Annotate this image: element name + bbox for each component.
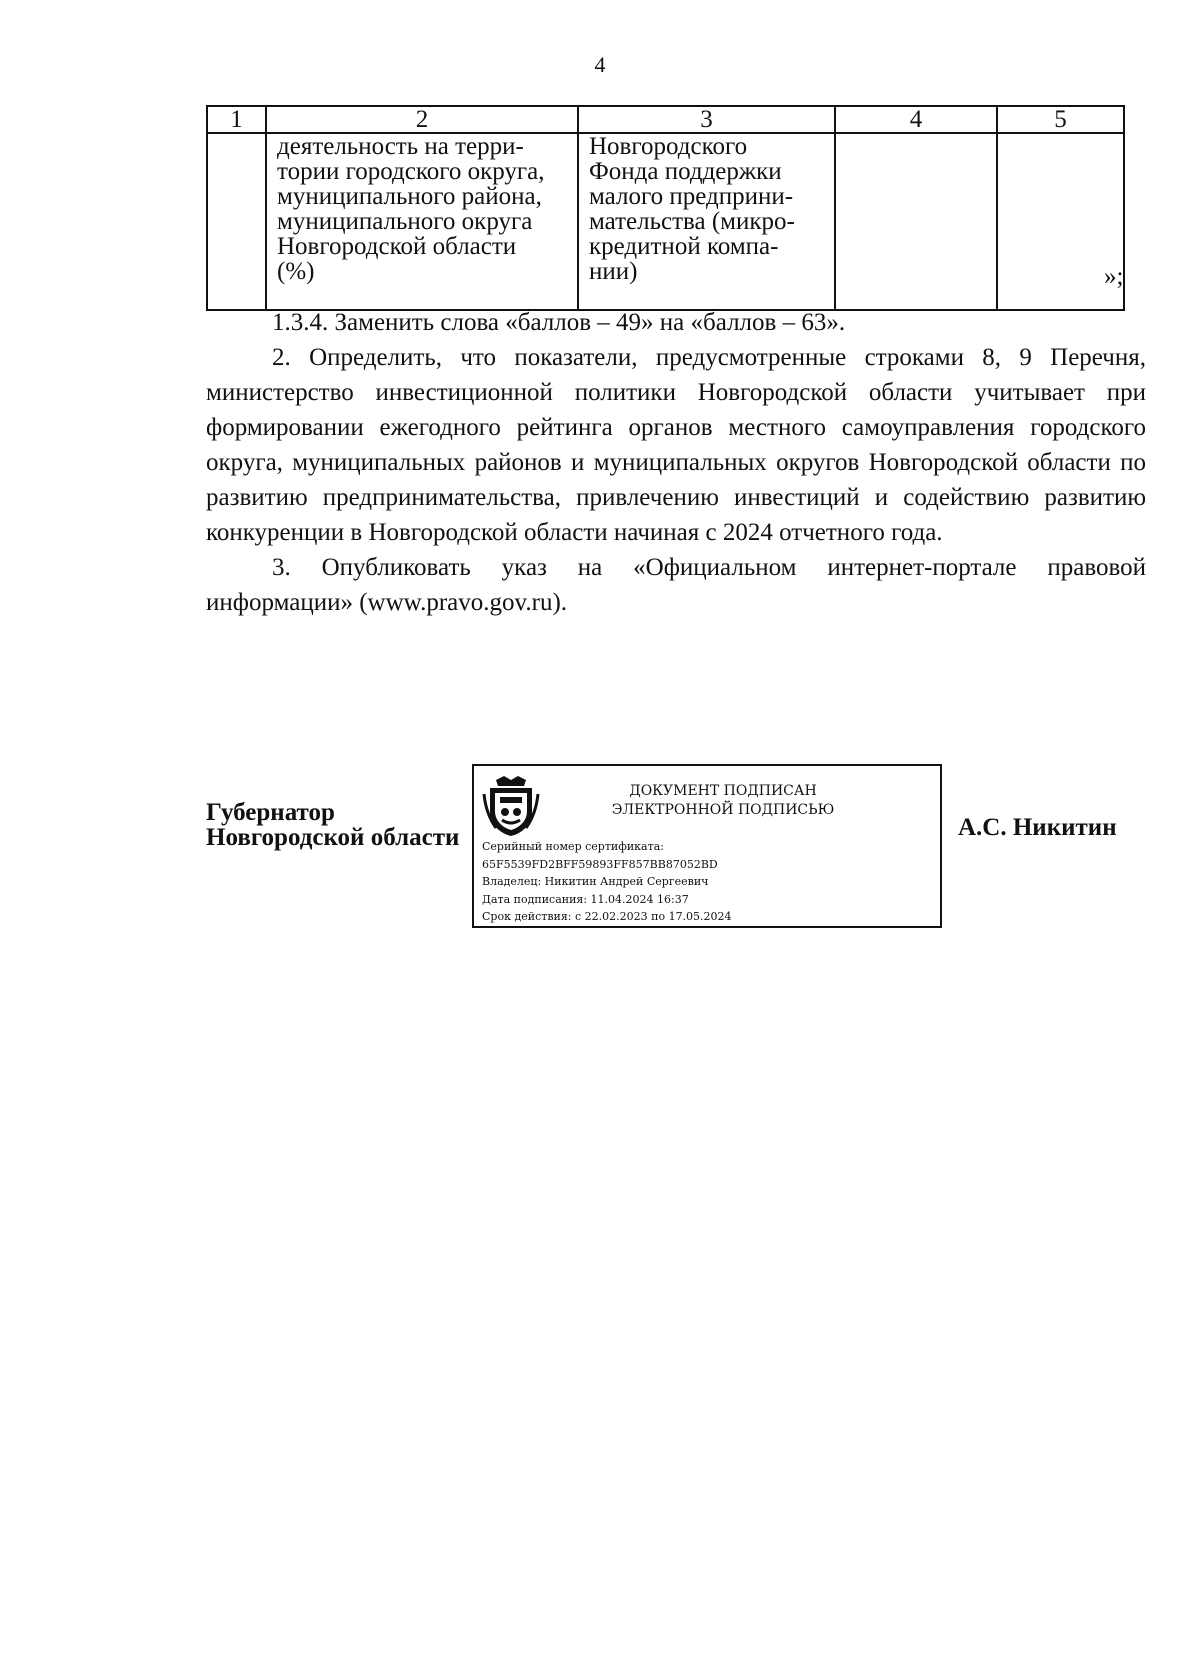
cell-line: малого предприни- <box>589 183 794 210</box>
paragraph-3: 3. Опубликовать указ на «Официальном интернет-портале правовой информации» (www.pravo.gov.ru). <box>206 554 1146 616</box>
paragraph-1-3-4: 1.3.4. Заменить слова «баллов – 49» на «баллов – 63». <box>272 309 846 336</box>
table-cell-indicator <box>266 133 578 310</box>
stamp-title-line: ДОКУМЕНТ ПОДПИСАН <box>629 783 817 799</box>
stamp-details <box>482 838 732 926</box>
stamp-title-line: ЭЛЕКТРОННОЙ ПОДПИСЬЮ <box>611 802 835 818</box>
electronic-signature-stamp <box>472 764 942 928</box>
cell-line: Фонда поддержки <box>589 158 782 185</box>
page-number: 4 <box>594 52 606 77</box>
signature-title-line: Новгородской области <box>206 824 460 851</box>
table-header-cell: 3 <box>578 106 835 133</box>
cell-line: Новгородского <box>589 133 748 160</box>
certificate-owner: Владелец: Никитин Андрей Сергеевич <box>482 875 709 888</box>
table-header-cell: 2 <box>266 106 578 133</box>
validity-period: Срок действия: с 22.02.2023 по 17.05.2024 <box>482 910 732 923</box>
cell-line: кредитной компа- <box>589 233 779 260</box>
table-header-cell: 4 <box>835 106 997 133</box>
coat-of-arms-icon <box>482 774 540 838</box>
signer-name: А.С. Никитин <box>958 814 1117 841</box>
table-row <box>207 133 1124 310</box>
signature-title <box>206 800 459 850</box>
body-text <box>206 305 1146 620</box>
table-cell-source <box>578 133 835 310</box>
stamp-title <box>558 782 888 820</box>
closing-quote: »; <box>1104 263 1124 290</box>
cell-line: муниципального района, <box>277 183 542 210</box>
table-header-cell: 1 <box>207 106 266 133</box>
certificate-number: 65F5539FD2BFF59893FF857BB87052BD <box>482 857 718 871</box>
table-header-row <box>207 106 1124 133</box>
table-header-cell: 5 <box>997 106 1124 133</box>
cell-line: деятельность на терри- <box>277 133 524 160</box>
cell-line: (%) <box>277 258 315 285</box>
continuation-table <box>206 105 1125 311</box>
paragraph-2: 2. Определить, что показатели, предусмотренные строками 8, 9 Перечня, министерство инвестиционной политики Новгородской области учитывает при формировании ежегодного рейтинга органов местного самоуправления городского округа, муниципальных районов и муниципальных округов Новгородской области по развитию предпринимательства, привлечению инвестиций и содействию развитию конкуренции в Новгородской области начиная с 2024 отчетного года. <box>206 344 1146 546</box>
signature-title-line: Губернатор <box>206 799 335 826</box>
cell-line: Новгородской области <box>277 233 517 260</box>
cell-line: тории городского округа, <box>277 158 545 185</box>
table-cell-col1 <box>207 133 266 310</box>
certificate-label: Серийный номер сертификата: <box>482 840 664 853</box>
signing-date: Дата подписания: 11.04.2024 16:37 <box>482 892 689 906</box>
cell-line: муниципального округа <box>277 208 533 235</box>
cell-line: нии) <box>589 258 638 285</box>
cell-line: мательства (микро- <box>589 208 795 235</box>
table-cell-col4 <box>835 133 997 310</box>
